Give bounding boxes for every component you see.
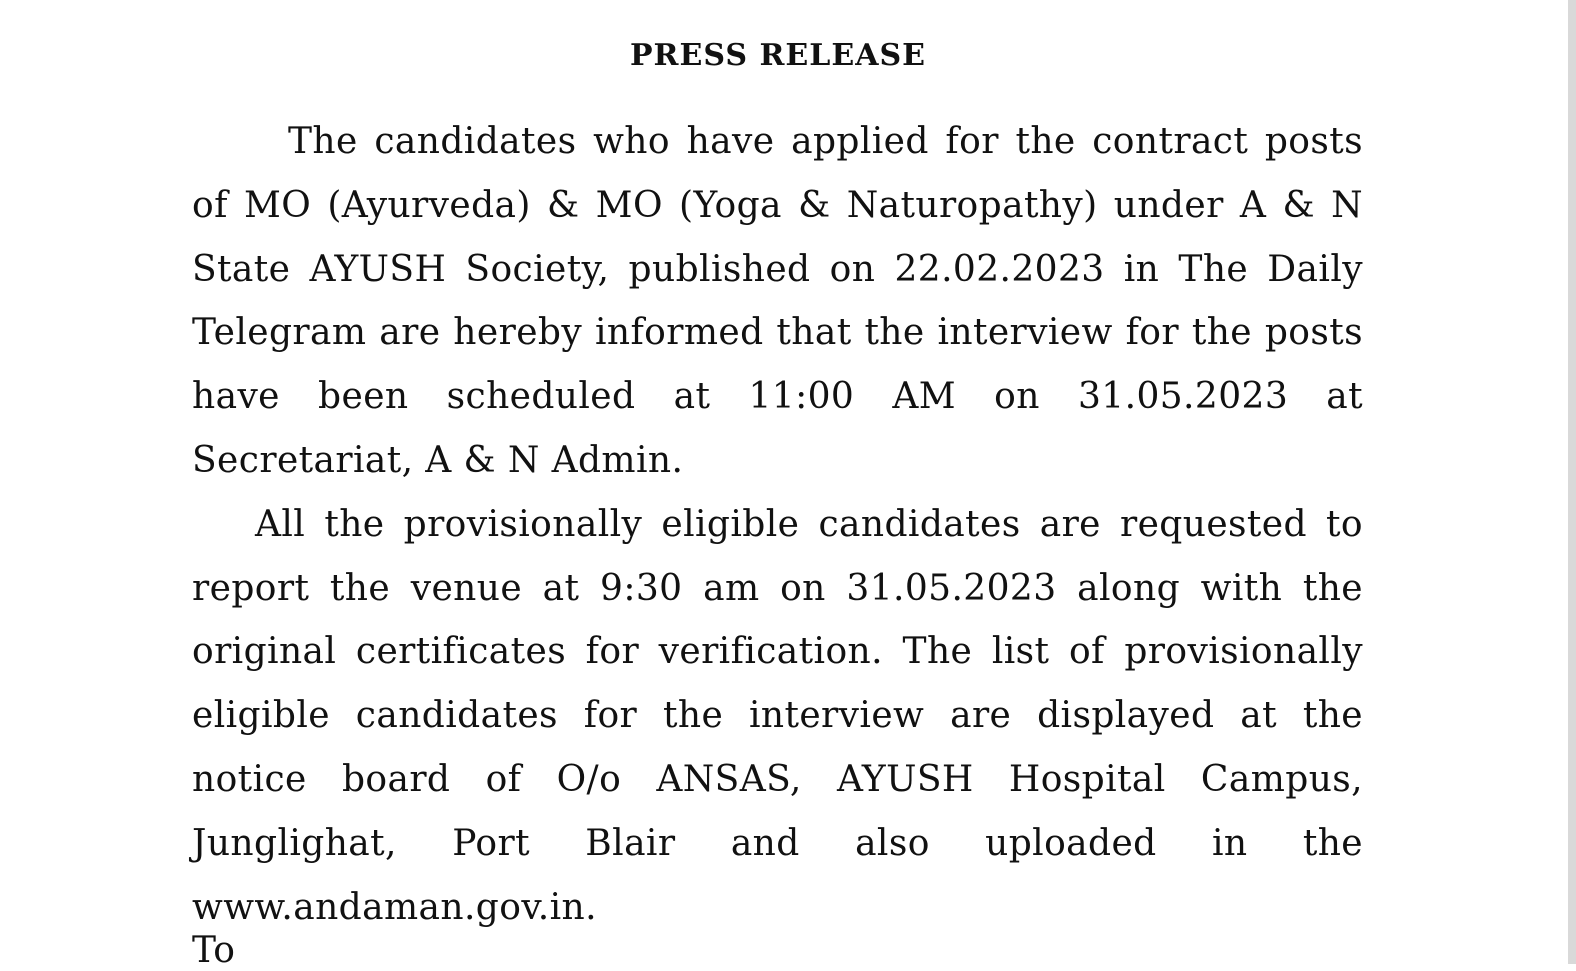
- recipient-salutation: To: [192, 930, 235, 971]
- scrollbar-track[interactable]: [1568, 0, 1576, 964]
- document-body: [192, 110, 1363, 939]
- document-title: PRESS RELEASE: [629, 38, 927, 73]
- interview-schedule-paragraph: The candidates who have applied for the contract posts of MO (Ayurveda) & MO (Yoga & Naturopathy) under A & N State AYUSH Society, published on 22.02.2023 in The Daily Telegram are hereby informed that the interview for the posts have been scheduled at 11:00 AM on 31.05.2023 at Secretariat, A & N Admin.: [192, 121, 1363, 481]
- reporting-instructions-paragraph: All the provisionally eligible candidates are requested to report the venue at 9:30 am on 31.05.2023 along with the original certificates for verification. The list of provisionally eligible candidates for the interview are displayed at the notice board of O/o ANSAS, AYUSH Hospital Campus, Junglighat, Port Blair and also uploaded in the www.andaman.gov.in.: [192, 503, 1363, 928]
